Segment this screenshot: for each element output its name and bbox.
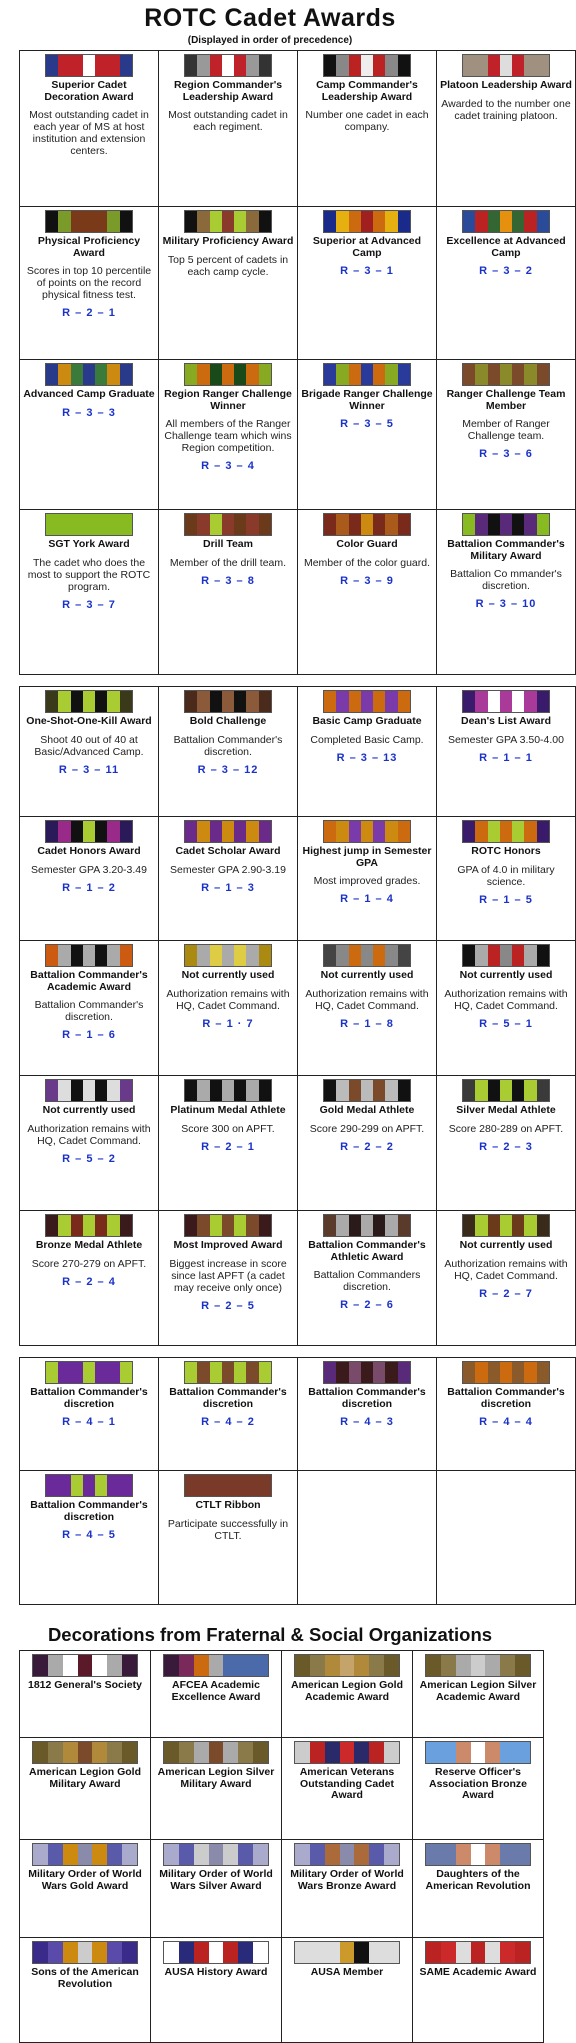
award-name: American Legion Silver Academic Award — [419, 1679, 537, 1703]
award-name: SAME Academic Award — [419, 1966, 537, 1978]
award-description: Authorization remains with HQ, Cadet Command. — [166, 987, 290, 1012]
award-code: R – 3 – 3 — [62, 406, 116, 419]
award-row — [20, 1211, 576, 1346]
award-description: Battalion Commander's discretion. — [34, 999, 144, 1023]
award-cell — [298, 1076, 437, 1211]
award-description: Semester GPA 3.20-3.49 — [31, 863, 147, 876]
award-ribbon — [163, 1843, 269, 1866]
award-cell — [159, 1471, 298, 1605]
award-cell — [437, 51, 576, 207]
award-ribbon — [462, 820, 550, 843]
award-cell — [151, 1651, 282, 1738]
award-ribbon — [294, 1741, 400, 1764]
award-ribbon — [45, 210, 133, 233]
award-description: All members of the Ranger Challenge team which wins Region competition. — [164, 418, 292, 454]
award-ribbon — [184, 513, 272, 536]
award-cell — [20, 1738, 151, 1840]
award-row — [20, 207, 576, 360]
award-ribbon — [425, 1654, 531, 1677]
award-name: Military Order of World Wars Silver Award — [159, 1868, 273, 1892]
award-cell — [20, 360, 159, 510]
award-name: SGT York Award — [48, 538, 130, 550]
award-description: Most outstanding cadet in each year of MS at host institution and extension centers. — [29, 109, 149, 157]
award-ribbon — [323, 820, 411, 843]
award-code: R – 1 – 1 — [479, 751, 533, 764]
award-row — [20, 687, 576, 817]
award-row — [20, 1076, 576, 1211]
award-ribbon — [163, 1741, 269, 1764]
award-row — [20, 1840, 544, 1938]
award-cell — [20, 1358, 159, 1471]
page-title: ROTC Cadet Awards — [144, 4, 396, 32]
award-ribbon — [425, 1741, 531, 1764]
award-description: Semester GPA 3.50-4.00 — [448, 733, 564, 746]
award-code: R – 3 – 5 — [340, 418, 394, 430]
award-code: R – 4 – 3 — [340, 1416, 394, 1428]
award-code: R – 3 – 12 — [197, 763, 259, 776]
award-name: Battalion Commander's Athletic Award — [308, 1239, 426, 1263]
award-cell — [151, 1738, 282, 1840]
award-name: Not currently used — [42, 1104, 136, 1116]
award-ribbon — [32, 1843, 138, 1866]
award-cell — [298, 207, 437, 360]
award-name: Ranger Challenge Team Member — [446, 388, 566, 412]
award-ribbon — [323, 1361, 411, 1384]
award-name: Basic Camp Graduate — [312, 715, 422, 727]
award-cell — [437, 1211, 576, 1346]
award-ribbon — [462, 1214, 550, 1237]
award-name: Physical Proficiency Award — [37, 235, 141, 259]
award-description: Scores in top 10 percentile of points on the record physical fitness test. — [26, 265, 152, 301]
award-code: R – 3 – 9 — [340, 574, 394, 587]
award-name: Daughters of the American Revolution — [425, 1868, 531, 1892]
award-cell — [20, 1076, 159, 1211]
award-cell — [282, 1651, 413, 1738]
award-name: Color Guard — [336, 538, 398, 550]
award-code: R – 1 – 6 — [62, 1029, 116, 1041]
award-name: Advanced Camp Graduate — [23, 388, 155, 400]
award-code: R – 2 – 7 — [479, 1287, 533, 1300]
award-row — [20, 51, 576, 207]
award-description: Member of Ranger Challenge team. — [462, 418, 550, 442]
award-name: Gold Medal Athlete — [319, 1104, 415, 1116]
award-name: Military Order of World Wars Bronze Award — [290, 1868, 404, 1892]
award-cell — [437, 1076, 576, 1211]
award-name: American Legion Silver Military Award — [157, 1766, 275, 1790]
award-name: Military Proficiency Award — [162, 235, 294, 247]
award-cell — [20, 1211, 159, 1346]
award-ribbon — [45, 363, 133, 386]
award-cell — [413, 1651, 544, 1738]
award-cell — [159, 687, 298, 817]
award-ribbon — [294, 1654, 400, 1677]
award-cell — [437, 360, 576, 510]
award-cell — [437, 207, 576, 360]
award-description: Awarded to the number one cadet training platoon. — [441, 97, 571, 122]
award-ribbon — [184, 1361, 272, 1384]
award-cell — [437, 1471, 576, 1605]
rotc-awards-table-3 — [19, 1357, 576, 1605]
award-name: CTLT Ribbon — [195, 1499, 261, 1511]
award-cell — [159, 51, 298, 207]
award-cell — [298, 1471, 437, 1605]
award-cell — [282, 1938, 413, 2043]
award-cell — [159, 941, 298, 1076]
award-name: Battalion Commander's Military Award — [447, 538, 565, 562]
award-ribbon — [323, 1079, 411, 1102]
award-name: Region Ranger Challenge Winner — [164, 388, 292, 412]
award-cell — [159, 1358, 298, 1471]
award-ribbon — [462, 1079, 550, 1102]
award-row — [20, 510, 576, 675]
award-ribbon — [294, 1941, 400, 1964]
award-description: Biggest increase in score since last APFT (a cadet may receive only once) — [169, 1257, 287, 1294]
award-name: Dean's List Award — [460, 715, 552, 727]
award-name: Platinum Medal Athlete — [170, 1104, 286, 1116]
award-name: Camp Commander's Leadership Award — [316, 79, 418, 103]
award-cell — [298, 941, 437, 1076]
award-code: R – 4 – 1 — [62, 1416, 116, 1428]
award-code: R – 5 – 1 — [479, 1017, 533, 1030]
award-code: R – 3 – 8 — [201, 574, 255, 587]
award-ribbon — [462, 363, 550, 386]
award-ribbon — [323, 944, 411, 967]
award-ribbon — [45, 54, 133, 77]
award-ribbon — [184, 54, 272, 77]
award-code: R – 2 – 1 — [62, 307, 116, 319]
award-name: Battalion Commander's discretion — [308, 1386, 426, 1410]
award-code: R – 2 – 1 — [201, 1140, 255, 1153]
award-ribbon — [462, 1361, 550, 1384]
award-code: R – 2 – 4 — [62, 1275, 116, 1288]
award-ribbon — [294, 1843, 400, 1866]
award-name: Superior Cadet Decoration Award — [44, 79, 134, 103]
award-cell — [413, 1938, 544, 2043]
award-row — [20, 1738, 544, 1840]
award-cell — [20, 510, 159, 675]
award-code: R – 1 – 5 — [479, 893, 533, 906]
award-description: Battalion Commander's discretion. — [173, 733, 283, 758]
award-cell — [437, 510, 576, 675]
award-name: Silver Medal Athlete — [456, 1104, 556, 1116]
award-name: Not currently used — [459, 969, 553, 981]
award-name: AUSA History Award — [164, 1966, 268, 1978]
award-name: Not currently used — [181, 969, 275, 981]
award-ribbon — [323, 690, 411, 713]
award-description: The cadet who does the most to support the ROTC program. — [27, 556, 151, 593]
award-ribbon — [462, 210, 550, 233]
award-name: American Legion Gold Military Award — [28, 1766, 141, 1790]
award-name: Drill Team — [203, 538, 253, 550]
award-name: ROTC Honors — [471, 845, 541, 857]
award-ribbon — [323, 513, 411, 536]
award-ribbon — [45, 1079, 133, 1102]
award-cell — [159, 817, 298, 941]
award-ribbon — [45, 690, 133, 713]
award-name: Not currently used — [459, 1239, 553, 1251]
award-cell — [282, 1840, 413, 1938]
award-cell — [298, 687, 437, 817]
award-name: Battalion Commander's discretion — [447, 1386, 565, 1410]
award-cell — [282, 1738, 413, 1840]
award-description: Authorization remains with HQ, Cadet Command. — [27, 1122, 151, 1147]
award-code: R – 1 · 7 — [202, 1017, 254, 1030]
award-code: R – 3 – 7 — [62, 598, 116, 611]
award-cell — [298, 1358, 437, 1471]
award-description: Top 5 percent of cadets in each camp cycle. — [167, 253, 289, 278]
award-name: AUSA Member — [310, 1966, 384, 1978]
award-description: Completed Basic Camp. — [310, 733, 424, 746]
award-code: R – 5 – 2 — [62, 1152, 116, 1165]
award-description: Score 280-289 on APFT. — [448, 1122, 564, 1135]
award-code: R – 3 – 13 — [336, 751, 398, 764]
award-name: American Legion Gold Academic Award — [290, 1679, 403, 1703]
award-description: Authorization remains with HQ, Cadet Command. — [444, 1257, 568, 1282]
award-name: 1812 General's Society — [28, 1679, 142, 1691]
award-name: Sons of the American Revolution — [31, 1966, 139, 1990]
award-ribbon — [184, 363, 272, 386]
award-cell — [159, 1076, 298, 1211]
award-row — [20, 1358, 576, 1471]
award-name: Battalion Commander's discretion — [30, 1499, 148, 1523]
award-code: R – 4 – 5 — [62, 1529, 116, 1541]
award-row — [20, 1938, 544, 2043]
award-name: Cadet Honors Award — [37, 845, 141, 857]
award-code: R – 2 – 5 — [201, 1299, 255, 1312]
page-subtitle: (Displayed in order of precedence) — [187, 35, 353, 46]
award-description: Participate successfully in CTLT. — [167, 1517, 289, 1542]
award-cell — [298, 510, 437, 675]
award-code: R – 3 – 1 — [340, 265, 394, 277]
award-cell — [298, 1211, 437, 1346]
award-description: Most outstanding cadet in each regiment. — [168, 109, 288, 133]
award-code: R – 3 – 6 — [479, 448, 533, 460]
award-name: American Veterans Outstanding Cadet Award — [299, 1766, 395, 1801]
award-description: Authorization remains with HQ, Cadet Command. — [444, 987, 568, 1012]
award-description: Semester GPA 2.90-3.19 — [170, 863, 286, 876]
award-code: R – 2 – 6 — [340, 1299, 394, 1311]
award-ribbon — [32, 1941, 138, 1964]
award-ribbon — [462, 513, 550, 536]
award-ribbon — [184, 210, 272, 233]
award-description: Score 300 on APFT. — [181, 1122, 275, 1135]
award-description: GPA of 4.0 in military science. — [457, 863, 555, 888]
award-name: Platoon Leadership Award — [440, 79, 572, 91]
award-ribbon — [32, 1741, 138, 1764]
award-ribbon — [163, 1941, 269, 1964]
award-description: Battalion Commanders discretion. — [313, 1269, 421, 1293]
award-name: Brigade Ranger Challenge Winner — [301, 388, 433, 412]
award-name: Region Commander's Leadership Award — [173, 79, 283, 103]
award-cell — [437, 687, 576, 817]
award-name: Reserve Officer's Association Bronze Award — [428, 1766, 528, 1801]
award-cell — [159, 510, 298, 675]
award-cell — [20, 817, 159, 941]
award-cell — [437, 1358, 576, 1471]
award-cell — [20, 207, 159, 360]
award-cell — [159, 360, 298, 510]
award-cell — [20, 687, 159, 817]
award-description: Member of the color guard. — [303, 556, 431, 569]
award-cell — [159, 1211, 298, 1346]
award-ribbon — [184, 944, 272, 967]
award-row — [20, 360, 576, 510]
award-cell — [151, 1840, 282, 1938]
award-ribbon — [184, 690, 272, 713]
award-code: R – 3 – 2 — [479, 265, 533, 277]
award-ribbon — [184, 1214, 272, 1237]
award-code: R – 3 – 11 — [58, 763, 120, 776]
award-ribbon — [32, 1654, 138, 1677]
award-code: R – 3 – 4 — [201, 460, 255, 472]
award-name: Bold Challenge — [189, 715, 267, 727]
award-ribbon — [45, 513, 133, 536]
award-ribbon — [323, 54, 411, 77]
award-cell — [20, 1651, 151, 1738]
award-cell — [159, 207, 298, 360]
award-description: Most improved grades. — [313, 875, 421, 887]
award-code: R – 4 – 4 — [479, 1416, 533, 1428]
award-description: Number one cadet in each company. — [305, 109, 429, 133]
fraternal-section-title: Decorations from Fraternal & Social Organizations — [47, 1624, 493, 1645]
award-name: Battalion Commander's discretion — [169, 1386, 287, 1410]
award-cell — [20, 1840, 151, 1938]
award-description: Authorization remains with HQ, Cadet Command. — [305, 987, 429, 1012]
award-cell — [151, 1938, 282, 2043]
award-row — [20, 1651, 544, 1738]
award-ribbon — [45, 944, 133, 967]
award-description: Score 270-279 on APFT. — [31, 1257, 147, 1270]
award-name: One-Shot-One-Kill Award — [26, 715, 152, 727]
rotc-awards-table-2 — [19, 686, 576, 1346]
award-cell — [437, 941, 576, 1076]
award-code: R – 2 – 2 — [340, 1140, 394, 1153]
award-name: Superior at Advanced Camp — [312, 235, 422, 259]
award-cell — [20, 941, 159, 1076]
award-cell — [413, 1840, 544, 1938]
award-description: Member of the drill team. — [169, 556, 287, 569]
award-row — [20, 817, 576, 941]
award-cell — [437, 817, 576, 941]
award-name: Battalion Commander's Academic Award — [30, 969, 148, 993]
award-ribbon — [163, 1654, 269, 1677]
award-ribbon — [184, 1474, 272, 1497]
award-ribbon — [462, 54, 550, 77]
award-code: R – 1 – 4 — [340, 893, 394, 905]
award-name: Highest jump in Semester GPA — [302, 845, 432, 869]
award-ribbon — [184, 820, 272, 843]
award-ribbon — [45, 1474, 133, 1497]
award-ribbon — [462, 944, 550, 967]
award-ribbon — [45, 820, 133, 843]
award-code: R – 1 – 3 — [201, 881, 255, 894]
award-cell — [20, 51, 159, 207]
award-name: Bronze Medal Athlete — [35, 1239, 143, 1251]
fraternal-awards-table — [19, 1650, 544, 2043]
award-cell — [413, 1738, 544, 1840]
award-code: R – 2 – 3 — [479, 1140, 533, 1153]
award-description: Shoot 40 out of 40 at Basic/Advanced Camp. — [34, 733, 144, 758]
award-ribbon — [323, 363, 411, 386]
award-code: R – 3 – 10 — [475, 598, 537, 610]
award-ribbon — [184, 1079, 272, 1102]
award-cell — [20, 1471, 159, 1605]
rotc-awards-table-1 — [19, 50, 576, 675]
award-ribbon — [425, 1843, 531, 1866]
award-name: Most Improved Award — [173, 1239, 283, 1251]
award-cell — [298, 360, 437, 510]
award-code: R – 4 – 2 — [201, 1416, 255, 1428]
award-cell — [20, 1938, 151, 2043]
award-cell — [298, 51, 437, 207]
award-ribbon — [45, 1361, 133, 1384]
award-description: Score 290-299 on APFT. — [309, 1122, 425, 1135]
award-ribbon — [45, 1214, 133, 1237]
award-name: Battalion Commander's discretion — [30, 1386, 148, 1410]
award-row — [20, 1471, 576, 1605]
award-cell — [298, 817, 437, 941]
award-ribbon — [425, 1941, 531, 1964]
award-name: Military Order of World Wars Gold Award — [28, 1868, 142, 1892]
award-ribbon — [323, 1214, 411, 1237]
award-ribbon — [462, 690, 550, 713]
award-name: Not currently used — [320, 969, 414, 981]
award-row — [20, 941, 576, 1076]
award-code: R – 1 – 2 — [62, 881, 116, 894]
award-description: Battalion Co mmander's discretion. — [450, 568, 562, 592]
award-name: AFCEA Academic Excellence Award — [171, 1679, 261, 1703]
award-name: Excellence at Advanced Camp — [446, 235, 566, 259]
award-name: Cadet Scholar Award — [175, 845, 281, 857]
award-code: R – 1 – 8 — [340, 1017, 394, 1030]
award-ribbon — [323, 210, 411, 233]
